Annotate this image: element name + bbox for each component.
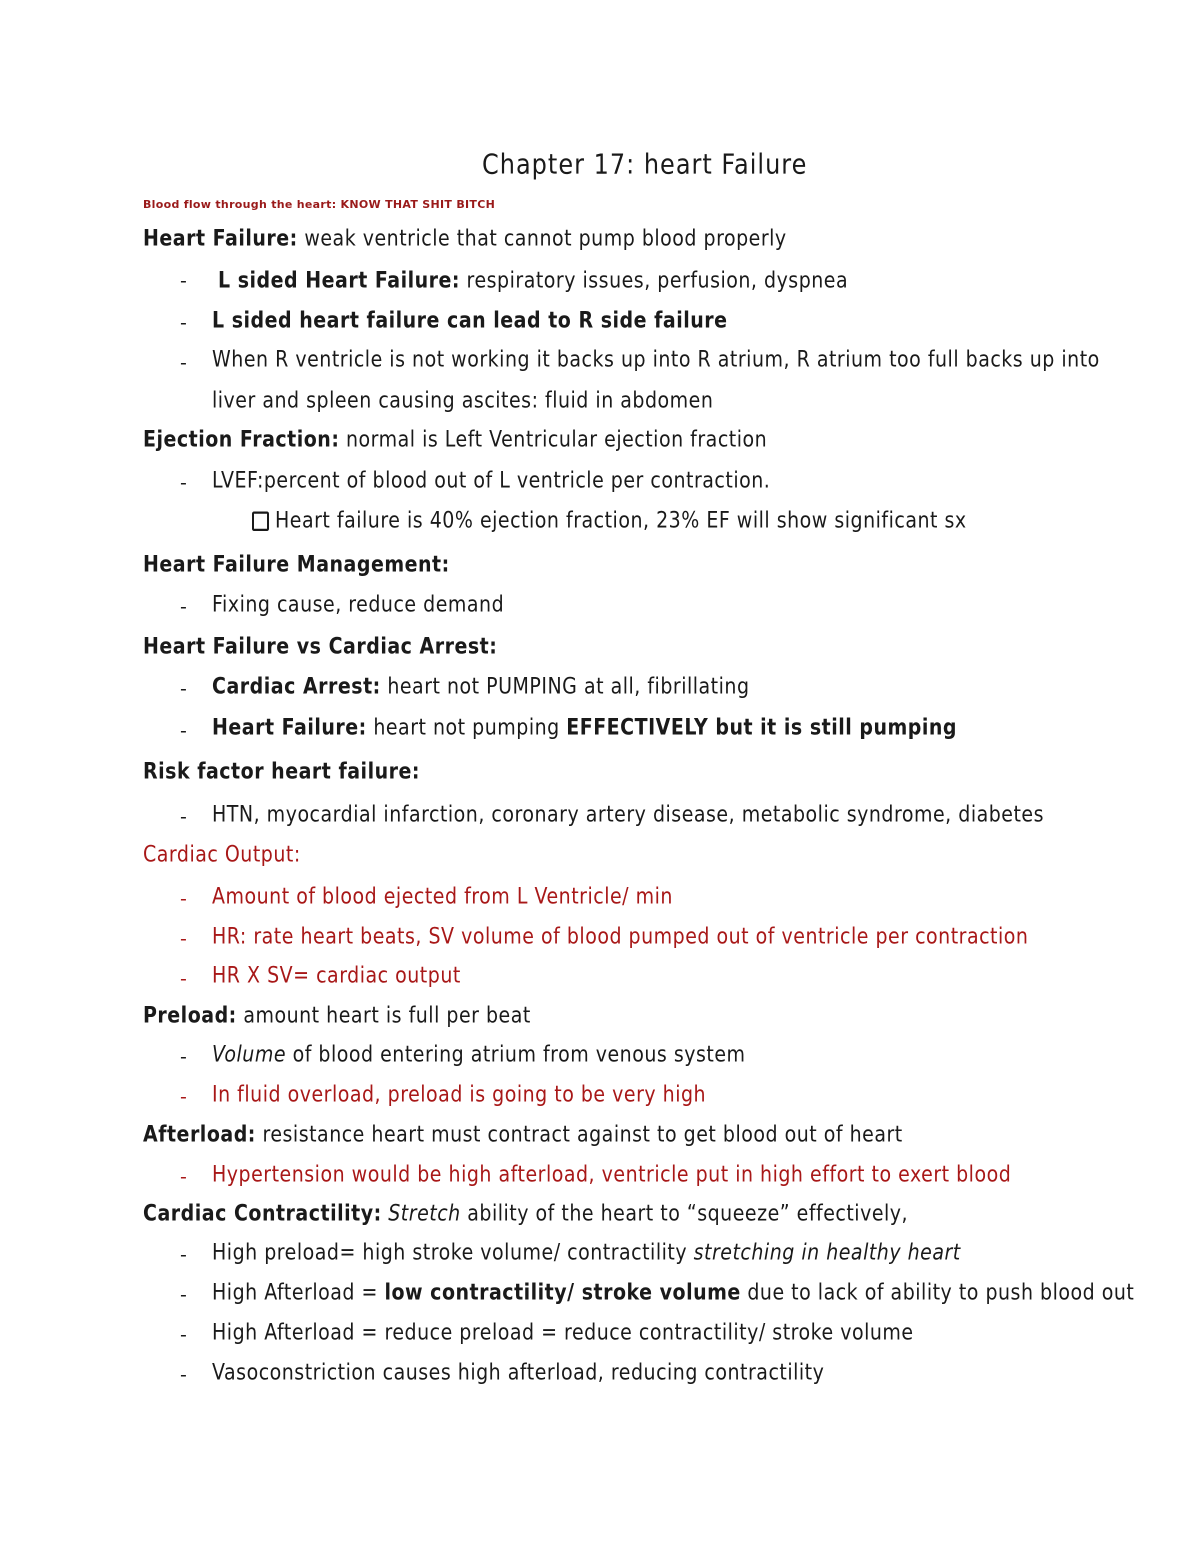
bullet-dash: -	[180, 312, 187, 334]
bullet-dash: -	[180, 352, 187, 374]
co-heading: Cardiac Output:	[143, 842, 301, 868]
risk-item-1: HTN, myocardial infarction, coronary artery disease, metabolic syndrome, diabetes	[212, 802, 1045, 828]
contract-text: ability of the heart to “squeeze” effectively,	[460, 1201, 909, 1227]
contract-item-1	[212, 1240, 961, 1265]
ef-subitem-text: Heart failure is 40% ejection fraction, 23% EF will show significant sx	[275, 508, 967, 534]
afterload-heading	[143, 1122, 903, 1147]
hf-text: weak ventricle that cannot pump blood properly	[297, 226, 787, 252]
afterload-label: Afterload:	[143, 1122, 256, 1148]
hf-item-1-text: respiratory issues, perfusion, dyspnea	[460, 268, 849, 294]
vs-item-1	[212, 674, 750, 699]
preload-item-2: In fluid overload, preload is going to be very high	[212, 1082, 707, 1108]
hf-heading	[143, 226, 787, 251]
vs-item-1-text: heart not PUMPING at all, fibrillating	[380, 674, 750, 700]
preload-label: Preload:	[143, 1003, 237, 1029]
preload-item-1	[212, 1042, 746, 1067]
mgmt-heading: Heart Failure Management:	[143, 552, 450, 578]
contract-ital: Stretch	[381, 1201, 461, 1227]
preload-item-1-text: of blood entering atrium from venous system	[286, 1042, 746, 1068]
contract-item-2-text: High Afterload =	[212, 1280, 385, 1306]
co-item-2: HR: rate heart beats, SV volume of blood pumped out of ventricle per contraction	[212, 924, 1029, 950]
afterload-item-1: Hypertension would be high afterload, ventricle put in high effort to exert blood	[212, 1162, 1012, 1188]
mgmt-item-1: Fixing cause, reduce demand	[212, 592, 505, 618]
bullet-dash: -	[180, 1166, 187, 1188]
bullet-dash: -	[180, 720, 187, 742]
bullet-dash: -	[180, 806, 187, 828]
ef-label: Ejection Fraction:	[143, 427, 340, 453]
vs-heading: Heart Failure vs Cardiac Arrest:	[143, 634, 498, 660]
contract-item-3: High Afterload = reduce preload = reduce contractility/ stroke volume	[212, 1320, 914, 1346]
preload-heading	[143, 1003, 531, 1028]
hf-label: Heart Failure:	[143, 226, 298, 252]
checkbox-icon	[252, 511, 269, 531]
contract-label: Cardiac Contractility:	[143, 1201, 382, 1227]
ef-subitem	[252, 508, 967, 533]
ef-item-1: LVEF:percent of blood out of L ventricle per contraction.	[212, 468, 771, 494]
bullet-dash: -	[180, 1244, 187, 1266]
contract-heading	[143, 1201, 908, 1226]
bullet-dash: -	[180, 596, 187, 618]
bullet-dash: -	[180, 888, 187, 910]
hf-item-3-cont: liver and spleen causing ascites: fluid in abdomen	[212, 388, 714, 414]
bullet-dash: -	[180, 968, 187, 990]
afterload-text: resistance heart must contract against to get blood out of heart	[255, 1122, 903, 1148]
preload-text: amount heart is full per beat	[236, 1003, 531, 1029]
ef-heading	[143, 427, 767, 452]
vs-item-2	[212, 715, 957, 740]
bullet-dash: -	[180, 472, 187, 494]
bullet-dash: -	[180, 1086, 187, 1108]
hf-item-1	[218, 268, 848, 293]
vs-item-2-label: Heart Failure:	[212, 715, 367, 741]
note-red: Blood flow through the heart: KNOW THAT SHIT BITCH	[143, 198, 496, 211]
vs-item-1-label: Cardiac Arrest:	[212, 674, 381, 700]
vs-item-2-bold: EFFECTIVELY but it is still pumping	[566, 715, 958, 741]
bullet-dash: -	[180, 928, 187, 950]
page-title: Chapter 17: heart Failure	[482, 148, 808, 181]
contract-item-1-text: High preload= high stroke volume/ contractility	[212, 1240, 694, 1266]
risk-heading: Risk factor heart failure:	[143, 759, 420, 785]
bullet-dash: -	[180, 1324, 187, 1346]
contract-item-2	[212, 1280, 1134, 1305]
hf-item-3: When R ventricle is not working it backs up into R atrium, R atrium too full backs up into	[212, 347, 1100, 373]
bullet-dash: -	[180, 678, 187, 700]
contract-item-1-ital: stretching in healthy heart	[693, 1240, 961, 1266]
contract-item-2-text2: due to lack of ability to push blood out	[740, 1280, 1135, 1306]
hf-item-1-label: L sided Heart Failure:	[218, 268, 461, 294]
bullet-dash: -	[180, 1046, 187, 1068]
co-item-3: HR X SV= cardiac output	[212, 963, 461, 989]
hf-item-2: L sided heart failure can lead to R side failure	[212, 308, 728, 334]
vs-item-2-text: heart not pumping	[366, 715, 567, 741]
co-item-1: Amount of blood ejected from L Ventricle/ min	[212, 884, 673, 910]
bullet-dash: -	[180, 270, 187, 292]
contract-item-4: Vasoconstriction causes high afterload, reducing contractility	[212, 1360, 825, 1386]
bullet-dash: -	[180, 1284, 187, 1306]
contract-item-2-bold: low contractility/ stroke volume	[384, 1280, 741, 1306]
preload-item-1-ital: Volume	[212, 1042, 287, 1068]
ef-text: normal is Left Ventricular ejection fraction	[339, 427, 768, 453]
bullet-dash: -	[180, 1364, 187, 1386]
